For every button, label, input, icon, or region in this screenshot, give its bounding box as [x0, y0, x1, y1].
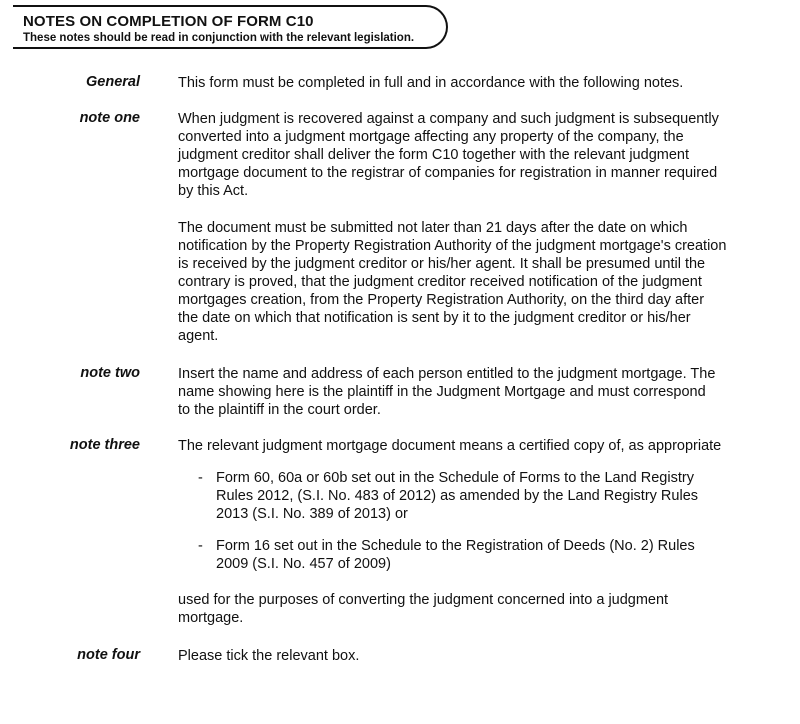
note-three-intro [178, 437, 768, 455]
note-one-p2-line: contrary is proved, that the judgment creditor received notification of the judgment [178, 274, 702, 290]
note-one-p2-line: The document must be submitted not later than 21 days after the date on which [178, 220, 688, 236]
bullet-1-line: 2013 (S.I. No. 389 of 2013) or [216, 506, 408, 522]
note-one-p2-line: notification by the Property Registration Authority of the judgment mortgage's creation [178, 238, 727, 254]
note-two-line: name showing here is the plaintiff in the Judgment Mortgage and must correspond [178, 384, 706, 400]
note-one-p1-line: mortgage document to the registrar of companies for registration in manner required [178, 165, 718, 181]
bullet-1-line: Rules 2012, (S.I. No. 483 of 2012) as amended by the Land Registry Rules [216, 488, 699, 504]
note-one-paragraph-1 [178, 110, 768, 200]
label-note-two: note two [80, 365, 140, 381]
note-two-line: to the plaintiff in the court order. [178, 402, 381, 418]
note-one-p1-line: When judgment is recovered against a company and such judgment is subsequently [178, 111, 719, 127]
bullet-dash: - [198, 470, 203, 486]
note-one-p1-line: converted into a judgment mortgage affecting any property of the company, the [178, 129, 684, 145]
note-three-outro-line: mortgage. [178, 610, 244, 626]
label-note-one: note one [79, 110, 140, 126]
bullet-2-line: Form 16 set out in the Schedule to the Registration of Deeds (No. 2) Rules [216, 538, 695, 554]
note-one-paragraph-2 [178, 219, 768, 345]
label-note-four: note four [77, 647, 140, 663]
bullet-2-line: 2009 (S.I. No. 457 of 2009) [216, 556, 391, 572]
note-two-paragraph [178, 365, 768, 419]
note-four-line: Please tick the relevant box. [178, 648, 360, 664]
page-title: NOTES ON COMPLETION OF FORM C10 [23, 13, 314, 30]
label-general: General [86, 74, 140, 90]
note-one-p1-line: judgment creditor shall deliver the form C10 together with the relevant judgment [178, 147, 689, 163]
note-two-line: Insert the name and address of each person entitled to the judgment mortgage. The [178, 366, 716, 382]
bullet-item-2 [216, 537, 776, 573]
note-one-p2-line: mortgages creation, from the Property Registration Authority, on the third day after [178, 292, 705, 308]
note-three-intro-line: The relevant judgment mortgage document means a certified copy of, as appropriate [178, 438, 722, 454]
note-four-text [178, 647, 768, 665]
general-text [178, 74, 768, 92]
bullet-1-line: Form 60, 60a or 60b set out in the Schedule of Forms to the Land Registry [216, 470, 694, 486]
bullet-dash: - [198, 538, 203, 554]
general-line: This form must be completed in full and in accordance with the following notes. [178, 75, 684, 91]
page-subtitle: These notes should be read in conjunction with the relevant legislation. [23, 32, 415, 44]
note-one-p2-line: the date on which that notification is sent by it to the judgment creditor or his/her [178, 310, 691, 326]
note-one-p2-line: agent. [178, 328, 219, 344]
note-one-p1-line: by this Act. [178, 183, 249, 199]
note-three-outro-line: used for the purposes of converting the judgment concerned into a judgment [178, 592, 669, 608]
note-three-outro [178, 591, 768, 627]
note-one-p2-line: is received by the judgment creditor or his/her agent. It shall be presumed until the [178, 256, 706, 272]
label-note-three: note three [69, 437, 140, 453]
bullet-item-1 [216, 469, 776, 523]
